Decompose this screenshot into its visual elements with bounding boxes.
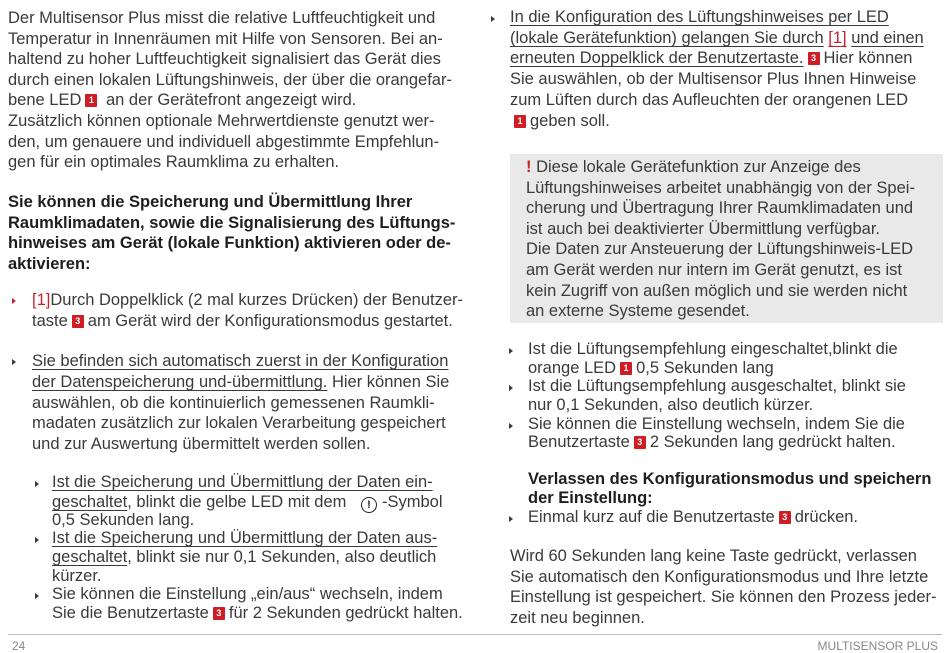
led-bullet3-line2: Benutzertaste 3 2 Sekunden lang gedrückt halten. — [528, 433, 896, 451]
text-line: Sie automatisch den Konfigurationsmodus und Ihre letzte — [510, 567, 929, 586]
button-badge: 3 — [213, 607, 225, 620]
page-number: 24 — [12, 639, 26, 653]
final-paragraph — [510, 546, 941, 628]
text-line: Wird 60 Sekunden lang keine Taste gedrückt, verlassen — [510, 547, 917, 565]
led-bullet1-line1: Ist die Lüftungsempfehlung eingeschaltet,blinkt die — [528, 340, 898, 358]
footer-divider — [8, 634, 942, 635]
text-line: durch einen lokalen Lüftungshinweis, der über die orangefar- — [8, 70, 452, 89]
note-line: Die Daten zur Ansteuerung der Lüftungshinweis-LED — [526, 240, 914, 259]
led-badge: 1 — [620, 362, 632, 375]
led-badge: 1 — [85, 94, 97, 107]
bullet-arrow-icon — [35, 481, 39, 487]
bullet-arrow-icon — [509, 348, 513, 354]
led-bullet3-line1: Sie können die Einstellung wechseln, indem Sie die — [528, 415, 905, 433]
section-heading — [8, 192, 465, 274]
step2-line1: Sie befinden sich automatisch zuerst in der Konfiguration — [32, 352, 449, 370]
note-line: an externe Systeme gesendet. — [526, 302, 750, 321]
sub2-line1: Ist die Speicherung und Übermittlung der Daten aus- — [52, 529, 438, 547]
heading-line: Sie können die Speicherung und Übermittlung Ihrer — [8, 193, 413, 211]
alert-circle-icon: ! — [361, 497, 377, 513]
step1-line1: [1]Durch Doppelklick (2 mal kurzes Drücken) der Benutzer- — [32, 291, 464, 309]
leave-heading-line1: Verlassen des Konfigurationsmodus und speichern — [528, 470, 932, 488]
text-line: haltend zu hoher Luftfeuchtigkeit signalisiert das Gerät dies — [8, 50, 441, 69]
led-bullet1-line2: orange LED 1 0,5 Sekunden lang — [528, 359, 774, 377]
intro-paragraph — [8, 8, 465, 173]
note-line: Lüftungshinweises arbeitet unabhängig von der Spei- — [526, 178, 915, 197]
note-line: cherung und Übertragung Ihrer Raumklimadaten und — [526, 199, 914, 218]
note-line: am Gerät werden nur intern im Gerät genutzt, es ist — [526, 260, 902, 279]
config-line6: 1 geben soll. — [510, 112, 610, 131]
note-line: kein Zugriff von außen möglich und sie werden nicht — [526, 281, 908, 300]
text-line: Temperatur in Innenräumen mit Hilfe von Sensoren. Bei an- — [8, 29, 443, 48]
button-badge: 3 — [634, 436, 646, 449]
bullet-arrow-icon — [509, 516, 513, 522]
step2-line2: der Datenspeicherung und-übermittlung. Hier können Sie — [32, 373, 450, 391]
config-line2: (lokale Gerätefunktion) gelangen Sie durch [1] und einen — [510, 29, 924, 47]
sub1-line1: Ist die Speicherung und Übermittlung der Daten ein- — [52, 473, 433, 491]
config-line1: In die Konfiguration des Lüftungshinweises per LED — [510, 8, 889, 26]
button-badge: 3 — [72, 315, 84, 328]
reference-marker: [1] — [32, 291, 51, 309]
step2-line3: auswählen, ob die kontinuierlich gemessenen Raumkli- — [32, 394, 435, 412]
sub2-line3: kürzer. — [52, 567, 102, 585]
text-line: den, um genauere und individuell abgestimmte Empfehlun- — [8, 132, 440, 151]
note-line: ! Diese lokale Gerätefunktion zur Anzeige des — [526, 158, 861, 176]
text-line: Der Multisensor Plus misst die relative Luftfeuchtigkeit und — [8, 9, 436, 27]
button-badge: 3 — [808, 52, 820, 65]
config-line5: zum Lüften durch das Aufleuchten der orangenen LED — [510, 91, 909, 109]
heading-line: hinweises am Gerät (lokale Funktion) aktivieren oder de- — [8, 234, 451, 253]
config-line3: erneuten Doppelklick der Benutzertaste. 3 Hier können — [510, 49, 913, 67]
sub1-line2: geschaltet, blinkt die gelbe LED mit dem ! -Symbol — [52, 493, 443, 511]
info-note-text — [526, 157, 930, 322]
led-bullet2-line2: nur 0,1 Sekunden, also deutlich kürzer. — [528, 396, 814, 414]
exclamation-icon: ! — [526, 158, 532, 176]
bullet-arrow-icon — [35, 537, 39, 543]
step2-line5: und zur Auswertung übermittelt werden sollen. — [32, 435, 371, 453]
bullet-arrow-icon — [12, 298, 16, 304]
product-name: MULTISENSOR PLUS — [817, 639, 938, 653]
button-badge: 3 — [779, 511, 791, 524]
bullet-arrow-icon — [509, 385, 513, 391]
bullet-arrow-icon — [12, 359, 16, 365]
leave-heading-line2: der Einstellung: — [528, 489, 653, 507]
bullet-arrow-icon — [35, 593, 39, 599]
text-line: gen für ein optimales Raumklima zu erhalten. — [8, 153, 340, 172]
text-line: zeit neu beginnen. — [510, 608, 645, 627]
bullet-arrow-icon — [509, 423, 513, 429]
sub1-line3: 0,5 Sekunden lang. — [52, 511, 195, 529]
led-badge: 1 — [514, 115, 526, 128]
reference-marker: [1] — [828, 29, 847, 47]
config-line4: Sie auswählen, ob der Multisensor Plus Ihnen Hinweise — [510, 70, 917, 88]
text-line: Zusätzlich können optionale Mehrwertdienste genutzt wer- — [8, 111, 435, 130]
step2-line4: madaten zusätzlich zur lokalen Verarbeitung gespeichert — [32, 414, 446, 432]
text-line: bene LED 1 an der Gerätefront angezeigt wird. — [8, 91, 357, 110]
note-line: ist auch bei deaktivierter Übermittlung verfügbar. — [526, 219, 881, 238]
step1-line2: taste 3 am Gerät wird der Konfigurationsmodus gestartet. — [32, 312, 453, 330]
heading-line: Raumklimadaten, sowie die Signalisierung des Lüftungs- — [8, 213, 456, 232]
text-line: Einstellung ist gespeichert. Sie können den Prozess jeder- — [510, 588, 937, 607]
bullet-arrow-icon — [491, 16, 495, 22]
sub2-line2: geschaltet, blinkt sie nur 0,1 Sekunden, also deutlich — [52, 548, 437, 566]
leave-instruction: Einmal kurz auf die Benutzertaste 3 drücken. — [528, 508, 859, 526]
sub3-line2: Sie die Benutzertaste 3 für 2 Sekunden gedrückt halten. — [52, 604, 463, 622]
led-bullet2-line1: Ist die Lüftungsempfehlung ausgeschaltet, blinkt sie — [528, 377, 906, 395]
heading-line: aktivieren: — [8, 254, 91, 273]
sub3-line1: Sie können die Einstellung „ein/aus“ wechseln, indem — [52, 585, 443, 603]
